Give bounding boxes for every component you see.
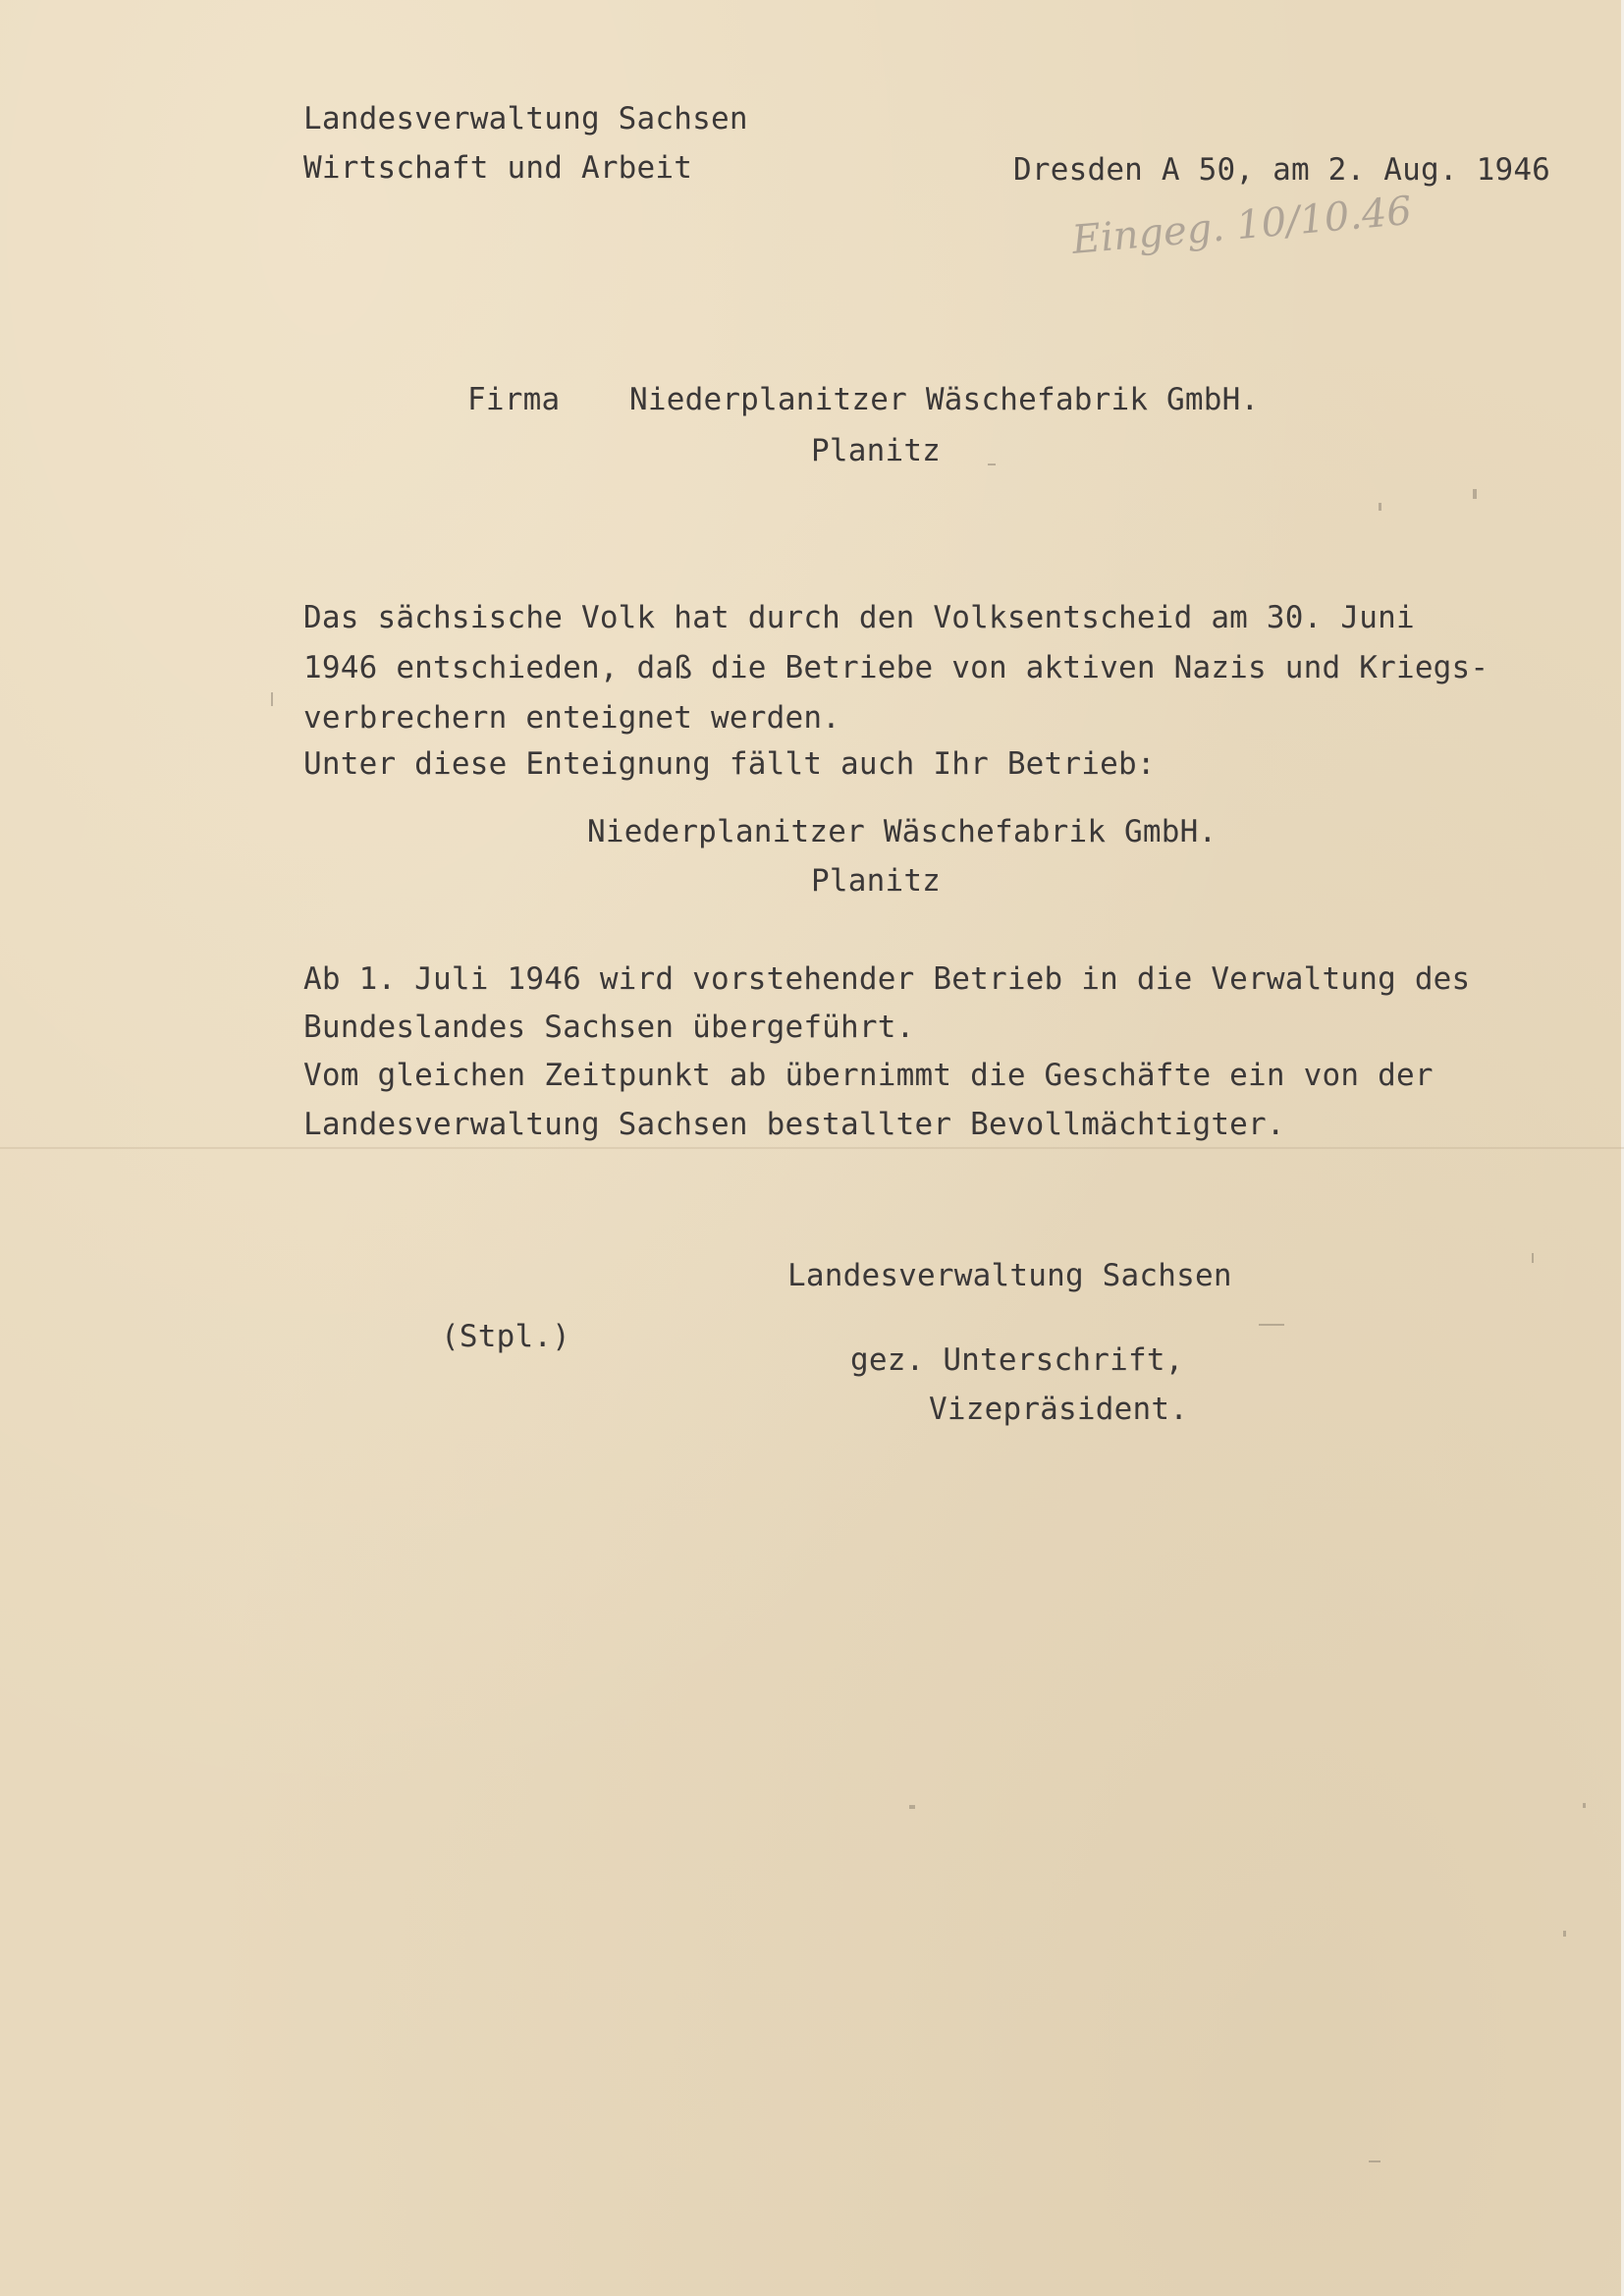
paper-speck xyxy=(1532,1253,1534,1263)
place-and-date: Dresden A 50, am 2. Aug. 1946 xyxy=(1013,152,1551,188)
signatory-title: Vizepräsident. xyxy=(929,1392,1189,1427)
recipient-city: Planitz xyxy=(811,433,942,468)
paper-speck xyxy=(1563,1931,1566,1937)
expropriated-company-city: Planitz xyxy=(811,863,942,899)
body-line: Landesverwaltung Sachsen bestallter Bevollmächtigter. xyxy=(303,1107,1285,1142)
body-line: Das sächsische Volk hat durch den Volksentscheid am 30. Juni xyxy=(303,600,1415,635)
signed-line: gez. Unterschrift, xyxy=(850,1342,1184,1378)
stamp-note: (Stpl.) xyxy=(441,1319,571,1354)
recipient-company: Niederplanitzer Wäschefabrik GmbH. xyxy=(629,382,1260,417)
paper-fold-line xyxy=(0,1147,1624,1149)
sender-department: Wirtschaft und Arbeit xyxy=(303,150,693,186)
paper-speck xyxy=(909,1805,915,1809)
body-line: verbrechern enteignet werden. xyxy=(303,700,841,736)
body-line: 1946 entschieden, daß die Betriebe von aktiven Nazis und Kriegs- xyxy=(303,650,1489,685)
expropriated-company: Niederplanitzer Wäschefabrik GmbH. xyxy=(587,814,1218,849)
body-line: Unter diese Enteignung fällt auch Ihr Betrieb: xyxy=(303,746,1156,782)
body-line: Vom gleichen Zeitpunkt ab übernimmt die Geschäfte ein von der xyxy=(303,1058,1434,1093)
body-line: Ab 1. Juli 1946 wird vorstehender Betrieb in die Verwaltung des xyxy=(303,961,1471,997)
paper-speck xyxy=(1473,489,1477,499)
sender-authority: Landesverwaltung Sachsen xyxy=(303,101,748,137)
paper-speck xyxy=(1369,2160,1380,2162)
handwritten-receipt-note: Eingeg. 10/10.46 xyxy=(1069,188,1414,263)
signature-authority: Landesverwaltung Sachsen xyxy=(787,1258,1232,1293)
recipient-prefix: Firma xyxy=(467,382,561,417)
paper-speck xyxy=(1259,1324,1284,1326)
paper-speck xyxy=(271,692,273,706)
paper-speck xyxy=(988,464,996,465)
body-line: Bundeslandes Sachsen übergeführt. xyxy=(303,1010,915,1045)
paper-speck xyxy=(1379,503,1381,511)
paper-speck xyxy=(1583,1803,1586,1808)
